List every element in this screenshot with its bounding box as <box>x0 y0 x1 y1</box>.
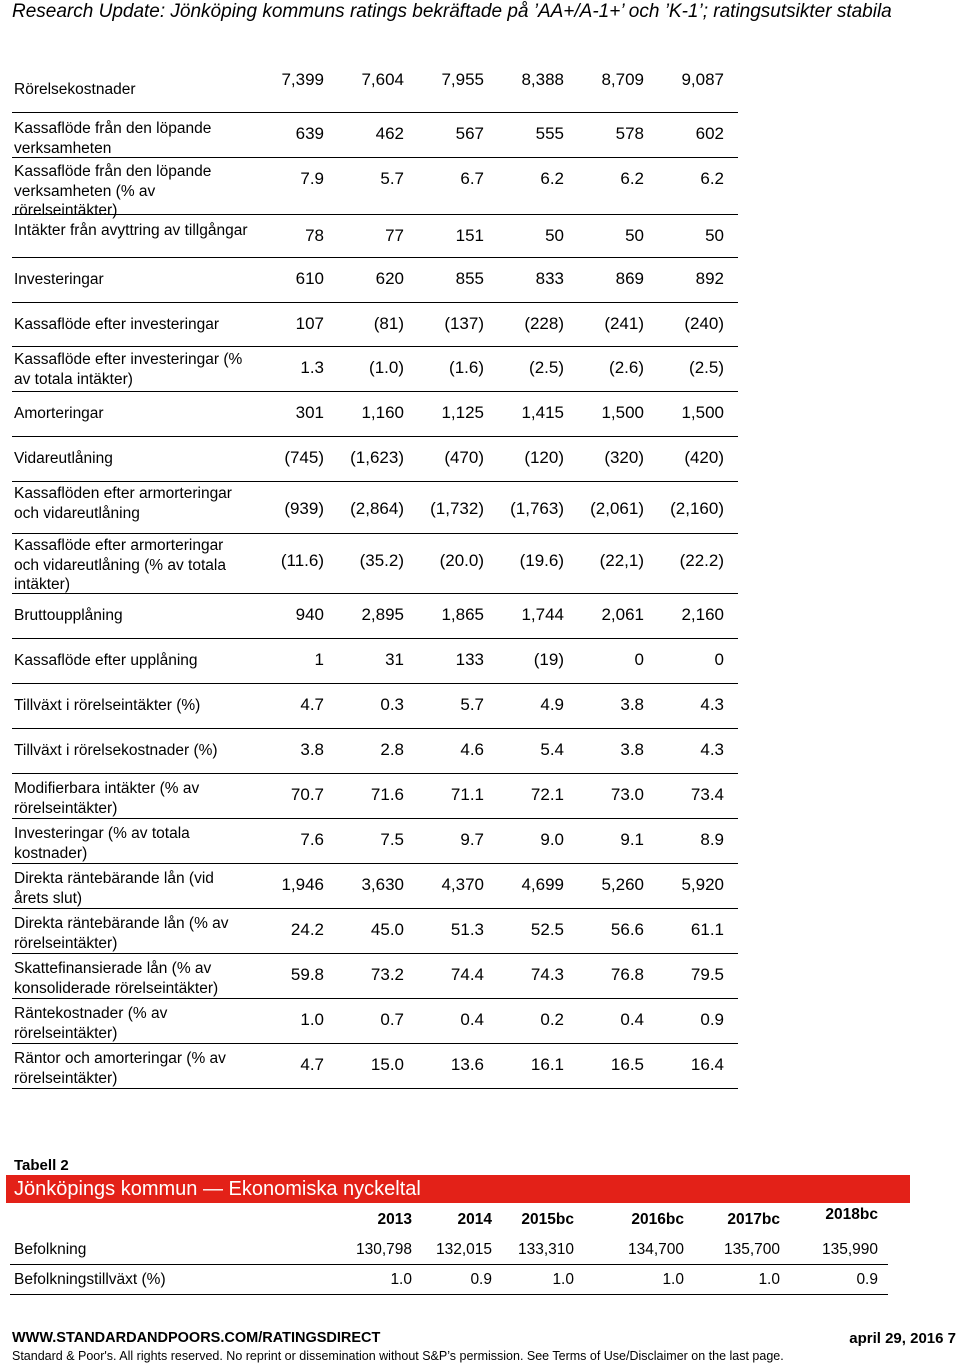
table-cell: 9,087 <box>681 70 724 89</box>
table-cell: 301 <box>295 403 324 422</box>
table-cell: 1,160 <box>361 403 404 422</box>
row-values <box>264 1055 730 1075</box>
table-banner <box>6 1175 910 1203</box>
table-cell: 50 <box>545 226 564 245</box>
table-cell: 6.2 <box>700 169 724 188</box>
row-label: Rörelsekostnader <box>14 81 136 98</box>
row-values <box>264 226 730 246</box>
row-values <box>264 695 730 715</box>
table-cell: 0.4 <box>620 1010 644 1029</box>
table-cell: 1.0 <box>758 1271 780 1288</box>
table-cell: 833 <box>535 269 564 288</box>
table-cell: 620 <box>375 269 404 288</box>
table-cell: 639 <box>295 124 324 143</box>
table-row <box>12 347 738 392</box>
row-label: Kassaflöde efter armorteringar och vidareutlåning (% av totala intäkter) <box>14 537 226 593</box>
table-cell: (1.0) <box>369 358 404 377</box>
footer-legal: Standard & Poor's. All rights reserved. No reprint or dissemination without S&P’s permission. See Terms of Use/Disclaimer on the last page. <box>12 1349 784 1363</box>
row-values <box>264 650 730 670</box>
row-label: Direkta räntebärande lån (vid årets slut) <box>14 870 214 907</box>
row-values <box>264 740 730 760</box>
table-cell: 892 <box>695 269 724 288</box>
table-cell: 940 <box>295 605 324 624</box>
row-values <box>264 169 730 189</box>
row-values <box>264 785 730 805</box>
table-cell: (1,763) <box>510 499 564 518</box>
table-cell: 107 <box>295 314 324 333</box>
table-cell: 0.4 <box>460 1010 484 1029</box>
table-cell: 50 <box>705 226 724 245</box>
table-cell: (120) <box>524 448 564 467</box>
table-cell: 4.3 <box>700 740 724 759</box>
table-row <box>10 1235 888 1265</box>
table-cell: 1,865 <box>441 605 484 624</box>
footer-url[interactable]: WWW.STANDARDANDPOORS.COM/RATINGSDIRECT <box>12 1330 381 1346</box>
table-cell: (2,061) <box>590 499 644 518</box>
table-row <box>12 113 738 158</box>
table-cell: 610 <box>295 269 324 288</box>
table-cell: 2,061 <box>601 605 644 624</box>
table-label: Tabell 2 <box>14 1157 69 1174</box>
row-label: Räntor och amorteringar (% av rörelseintäkter) <box>14 1050 226 1087</box>
table-cell: (137) <box>444 314 484 333</box>
table-cell: 5.7 <box>380 169 404 188</box>
table-cell: (240) <box>684 314 724 333</box>
table-cell: (20.0) <box>439 551 484 570</box>
row-label: Direkta räntebärande lån (% av rörelseintäkter) <box>14 915 229 952</box>
column-header: 2018bc <box>825 1206 878 1223</box>
table-cell: 6.2 <box>620 169 644 188</box>
row-label: Befolkningstillväxt (%) <box>14 1271 166 1288</box>
table-cell: 15.0 <box>370 1055 404 1074</box>
row-values <box>264 551 730 571</box>
table-cell: 869 <box>615 269 644 288</box>
table-cell: 1.0 <box>552 1271 574 1288</box>
row-label: Bruttoupplåning <box>14 607 123 624</box>
table-cell: (470) <box>444 448 484 467</box>
table-cell: 3.8 <box>620 695 644 714</box>
table-cell: 555 <box>535 124 564 143</box>
table-cell: 132,015 <box>435 1241 492 1258</box>
row-values <box>264 875 730 895</box>
table-cell: (19) <box>533 650 564 669</box>
table-cell: 4,699 <box>521 875 564 894</box>
table-cell: 16.5 <box>610 1055 644 1074</box>
table-cell: 0.2 <box>540 1010 564 1029</box>
table-cell: 31 <box>385 650 404 669</box>
table-cell: 0 <box>714 650 724 669</box>
table-cell: (81) <box>373 314 404 333</box>
table-row <box>12 999 738 1044</box>
table-cell: 578 <box>615 124 644 143</box>
table-cell: 602 <box>695 124 724 143</box>
table-cell: 61.1 <box>690 920 724 939</box>
footer-date-page: april 29, 2016 7 <box>849 1330 956 1347</box>
table-row <box>12 303 738 347</box>
table-cell: (2,864) <box>350 499 404 518</box>
column-header: 2016bc <box>631 1211 684 1228</box>
table-row <box>12 639 738 684</box>
table-cell: 3,630 <box>361 875 404 894</box>
table-cell: 7,399 <box>281 70 324 89</box>
table-cell: 4.3 <box>700 695 724 714</box>
table-cell: 5,260 <box>601 875 644 894</box>
table-cell: 51.3 <box>450 920 484 939</box>
table-cell: (1.6) <box>449 358 484 377</box>
column-header: 2017bc <box>727 1211 780 1228</box>
row-label: Skattefinansierade lån (% av konsoliderade rörelseintäkter) <box>14 960 219 997</box>
table-cell: 0.7 <box>380 1010 404 1029</box>
table-cell: 4.9 <box>540 695 564 714</box>
row-label: Modifierbara intäkter (% av rörelseintäkter) <box>14 780 200 817</box>
table-cell: 0 <box>634 650 644 669</box>
table-cell: 855 <box>455 269 484 288</box>
table-cell: 133 <box>455 650 484 669</box>
table-cell: 71.1 <box>450 785 484 804</box>
table-cell: (228) <box>524 314 564 333</box>
table-row <box>12 158 738 219</box>
table-cell: 135,700 <box>723 1241 780 1258</box>
table-cell: 72.1 <box>530 785 564 804</box>
table-cell: 74.3 <box>530 965 564 984</box>
table-cell: 0.3 <box>380 695 404 714</box>
table-header-row <box>10 1205 888 1235</box>
table-cell: 8,709 <box>601 70 644 89</box>
table-cell: 130,798 <box>355 1241 412 1258</box>
table-cell: 70.7 <box>290 785 324 804</box>
row-label: Kassaflöde efter investeringar (% av totala intäkter) <box>14 351 243 388</box>
row-label: Kassaflöde från den löpande verksamheten (% av rörelseintäkter) <box>14 163 212 219</box>
table-cell: 24.2 <box>290 920 324 939</box>
row-label: Befolkning <box>14 1241 87 1258</box>
table-cell: 0.9 <box>470 1271 492 1288</box>
table-cell: 73.0 <box>610 785 644 804</box>
table-cell: 4.7 <box>300 695 324 714</box>
table-cell: 4.7 <box>300 1055 324 1074</box>
table-cell: (1,732) <box>430 499 484 518</box>
table-cell: 7,955 <box>441 70 484 89</box>
table-row <box>12 437 738 482</box>
table-row <box>12 864 738 909</box>
table-cell: (320) <box>604 448 644 467</box>
table-cell: 13.6 <box>450 1055 484 1074</box>
row-label: Vidareutlåning <box>14 450 113 467</box>
table-cell: 4,370 <box>441 875 484 894</box>
table-cell: 5.7 <box>460 695 484 714</box>
column-header: 2014 <box>457 1211 492 1228</box>
table-cell: 134,700 <box>627 1241 684 1258</box>
table-cell: 1,744 <box>521 605 564 624</box>
table-cell: 2,160 <box>681 605 724 624</box>
row-label: Kassaflöde efter investeringar <box>14 316 220 333</box>
row-label: Investeringar (% av totala kostnader) <box>14 825 190 862</box>
row-label: Tillväxt i rörelsekostnader (%) <box>14 742 218 759</box>
table-row <box>12 392 738 437</box>
table-row <box>12 258 738 303</box>
table-cell: 4.6 <box>460 740 484 759</box>
row-values <box>264 965 730 985</box>
table-row <box>12 534 738 594</box>
table-cell: (939) <box>284 499 324 518</box>
table-row <box>12 215 738 258</box>
table-row <box>12 774 738 819</box>
row-label: Kassaflöde från den löpande verksamheten <box>14 120 212 157</box>
row-values <box>264 1010 730 1030</box>
table-cell: 5.4 <box>540 740 564 759</box>
table-row <box>12 68 738 113</box>
row-label: Räntekostnader (% av rörelseintäkter) <box>14 1005 168 1042</box>
table-row <box>12 594 738 639</box>
cashflow-table <box>12 68 738 1089</box>
row-values <box>264 358 730 378</box>
column-header: 2013 <box>377 1211 412 1228</box>
table-cell: 52.5 <box>530 920 564 939</box>
table-cell: 73.4 <box>690 785 724 804</box>
row-values <box>264 314 730 334</box>
row-label: Kassaflöde efter upplåning <box>14 652 198 669</box>
table-cell: 1.0 <box>300 1010 324 1029</box>
table-cell: 56.6 <box>610 920 644 939</box>
table-cell: 0.9 <box>700 1010 724 1029</box>
report-title: Research Update: Jönköping kommuns ratings bekräftade på ’AA+/A-1+’ och ’K-1’; ratingsutsikter stabila <box>12 1 892 22</box>
table-row <box>12 909 738 954</box>
table-cell: 9.0 <box>540 830 564 849</box>
table-cell: 6.2 <box>540 169 564 188</box>
table-cell: 3.8 <box>300 740 324 759</box>
row-values <box>264 269 730 289</box>
table-cell: 76.8 <box>610 965 644 984</box>
table-cell: 1.0 <box>390 1271 412 1288</box>
table-cell: 2,895 <box>361 605 404 624</box>
table-cell: (1,623) <box>350 448 404 467</box>
table-cell: (2.5) <box>529 358 564 377</box>
table-cell: (420) <box>684 448 724 467</box>
table-cell: (2.6) <box>609 358 644 377</box>
table-cell: (241) <box>604 314 644 333</box>
table-cell: 1,500 <box>601 403 644 422</box>
column-header: 2015bc <box>521 1211 574 1228</box>
table-cell: 1 <box>314 650 324 669</box>
table-cell: 7.9 <box>300 169 324 188</box>
row-values <box>264 124 730 144</box>
table-cell: 74.4 <box>450 965 484 984</box>
row-label: Intäkter från avyttring av tillgångar <box>14 222 248 239</box>
table-cell: 16.4 <box>690 1055 724 1074</box>
row-label: Kassaflöden efter armorteringar och vidareutlåning <box>14 485 232 522</box>
table-cell: 9.1 <box>620 830 644 849</box>
row-label: Investeringar <box>14 271 104 288</box>
row-values <box>264 403 730 423</box>
table-cell: 0.9 <box>856 1271 878 1288</box>
table-cell: 567 <box>455 124 484 143</box>
table-cell: (22,1) <box>599 551 644 570</box>
row-values <box>264 605 730 625</box>
table-cell: 45.0 <box>370 920 404 939</box>
table-cell: 151 <box>455 226 484 245</box>
table-cell: 6.7 <box>460 169 484 188</box>
table-row <box>12 1044 738 1089</box>
table-cell: (22.2) <box>679 551 724 570</box>
table-cell: 9.7 <box>460 830 484 849</box>
table-cell: 79.5 <box>690 965 724 984</box>
table-cell: 73.2 <box>370 965 404 984</box>
table-cell: 7,604 <box>361 70 404 89</box>
row-values <box>264 499 730 519</box>
row-label: Tillväxt i rörelseintäkter (%) <box>14 697 201 714</box>
table-row <box>10 1265 888 1295</box>
table-banner-title: Jönköpings kommun — Ekonomiska nyckeltal <box>14 1178 421 1200</box>
table-cell: 1,415 <box>521 403 564 422</box>
table-cell: 77 <box>385 226 404 245</box>
table-cell: 3.8 <box>620 740 644 759</box>
table-cell: 135,990 <box>821 1241 878 1258</box>
key-figures-table <box>10 1205 888 1295</box>
table-row <box>12 819 738 864</box>
table-cell: 7.6 <box>300 830 324 849</box>
row-label: Amorteringar <box>14 405 104 422</box>
table-cell: 8,388 <box>521 70 564 89</box>
table-cell: 59.8 <box>290 965 324 984</box>
table-cell: 8.9 <box>700 830 724 849</box>
row-values <box>264 448 730 468</box>
table-cell: 78 <box>305 226 324 245</box>
row-values <box>264 70 730 90</box>
table-cell: 16.1 <box>530 1055 564 1074</box>
table-row <box>12 954 738 999</box>
table-cell: 50 <box>625 226 644 245</box>
table-cell: (2,160) <box>670 499 724 518</box>
table-cell: 71.6 <box>370 785 404 804</box>
table-cell: 1,500 <box>681 403 724 422</box>
row-values <box>264 830 730 850</box>
table-cell: 7.5 <box>380 830 404 849</box>
table-cell: (19.6) <box>519 551 564 570</box>
table-cell: 462 <box>375 124 404 143</box>
table-cell: (11.6) <box>280 551 324 570</box>
table-cell: 1,946 <box>281 875 324 894</box>
table-row <box>12 482 738 534</box>
table-row <box>12 684 738 729</box>
table-cell: (745) <box>284 448 324 467</box>
table-cell: 1,125 <box>441 403 484 422</box>
table-cell: (35.2) <box>359 551 404 570</box>
table-cell: 2.8 <box>380 740 404 759</box>
table-cell: 1.0 <box>662 1271 684 1288</box>
table-cell: 133,310 <box>517 1241 574 1258</box>
table-cell: (2.5) <box>689 358 724 377</box>
table-cell: 5,920 <box>681 875 724 894</box>
row-values <box>264 920 730 940</box>
table-row <box>12 729 738 774</box>
table-cell: 1.3 <box>300 358 324 377</box>
